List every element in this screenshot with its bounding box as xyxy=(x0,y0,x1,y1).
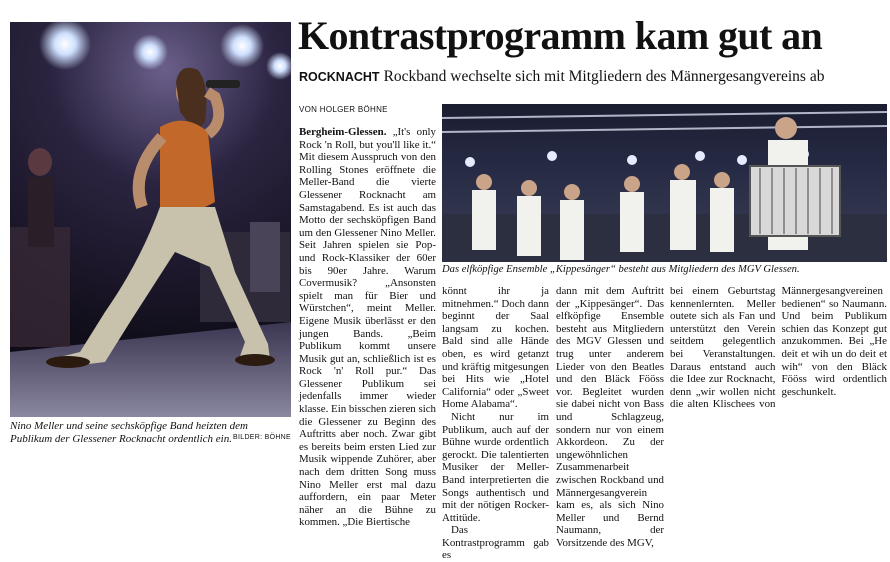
paragraph-text: „It's only Rock 'n Roll, but you'll like it.“ Mit diesem Ausspruch von den Rolling Stones eröffnete die Meller-Band die vierte Glessener Rocknacht am Samstagabend. Es ist auch das Motto der sechsköpfigen Band um den Glessener Nino Meller. Seit Jahren spielen sie Pop- und Rock-Klassiker der 60er bis 90er Jahre. Warum Covermusik? „Ansonsten spielt man für Bier und Würstchen“, meint Meller. Eigene Musik überlässt er den jungen Bands. „Beim Publikum kommt unsere Musik gut an, schließlich ist es Rock 'n' Roll pur.“ Das Glessener Publikum sei jedenfalls immer wieder klasse. Ein bisschen zieren sich die Glessener zu Beginn des Auftritts aber noch. Zwar gibt es bereits beim ersten Lied zur Musik wippende Zuhörer, aber nach dem dritten Song muss Nino Meller erst mal dazu auffordern, ein paar Meter näher an die Bühne zu kommen. „Die Biertische xyxy=(299,126,436,529)
subheadline xyxy=(299,68,824,86)
rock-singer-illustration xyxy=(10,22,291,417)
headline: Kontrastprogramm kam gut an xyxy=(298,13,823,58)
caption-text: Nino Meller und seine sechsköpfige Band heizten dem Publikum der Glessener Rocknacht ordentlich ein. xyxy=(10,420,248,445)
article-column-3 xyxy=(556,285,664,549)
dateline: Bergheim-Glessen. xyxy=(299,126,387,138)
photo-credit: BILDER: BÖHNE xyxy=(233,433,291,441)
photo-rock-singer xyxy=(10,22,291,417)
paragraph: Das Kontrastprogramm gab es xyxy=(442,524,549,562)
article-column-4 xyxy=(670,285,887,455)
photo-caption-right: Das elfköpfige Ensemble „Kippesänger“ besteht aus Mitgliedern des MGV Glessen. xyxy=(442,264,800,275)
kicker: ROCKNACHT xyxy=(299,70,380,84)
paragraph xyxy=(299,126,436,529)
choir-illustration xyxy=(442,104,887,262)
paragraph: dann mit dem Auftritt der „Kippesänger“. Das elfköpfige Ensemble besteht aus Mitgliedern des MGV Glessen und trug unter anderem Lieder von den Beatles und den Bläck Fööss vor. Begleitet wurden sie dabei nicht von Bass und Schlagzeug, sondern nur von einem Akkordeon. Zu der ungewöhnlichen Zusammenarbeit zwischen Rockband und Männergesangverein kam es, als sich Nino Meller und Bernd Naumann, der Vorsitzende des MGV, xyxy=(556,285,664,549)
byline: VON HOLGER BÖHNE xyxy=(299,105,388,114)
paragraph: könnt ihr ja mitnehmen.“ Doch dann beginnt der Saal langsam zu kochen. Bald sind alle Hände oben, es wird getanzt und kräftig mitgesungen bei Hits wie „Hotel California“ oder „Sweet Home Alabama“. xyxy=(442,285,549,411)
photo-caption-left xyxy=(10,420,291,445)
article-column-2 xyxy=(442,285,549,562)
photo-choir xyxy=(442,104,887,262)
paragraph: Nicht nur im Publikum, auch auf der Bühne wurde ordentlich gerockt. Die talentierten Musiker der Meller-Band interpretierten die Songs authentisch und mit der nötigen Rocker-Attitüde. xyxy=(442,410,549,524)
subheadline-text: Rockband wechselte sich mit Mitgliedern des Männergesangvereins ab xyxy=(383,68,825,85)
paragraph: bei einem Geburtstag kennenlernten. Meller outete sich als Fan und unterstützt den Verein seitdem gelegentlich bei Veranstaltungen. Daraus entstand auch die Idee zur Rocknacht, denn „wir wollen nicht die alten Klischees von Männergesangvereinen bedienen“ so Naumann. Und beim Publikum schien das Konzept gut anzukommen. Bei „He deit et wih un do deit et wih“ von den Bläck Fööss wird ordentlich geschunkelt. xyxy=(670,285,887,411)
article-column-1 xyxy=(299,126,436,529)
